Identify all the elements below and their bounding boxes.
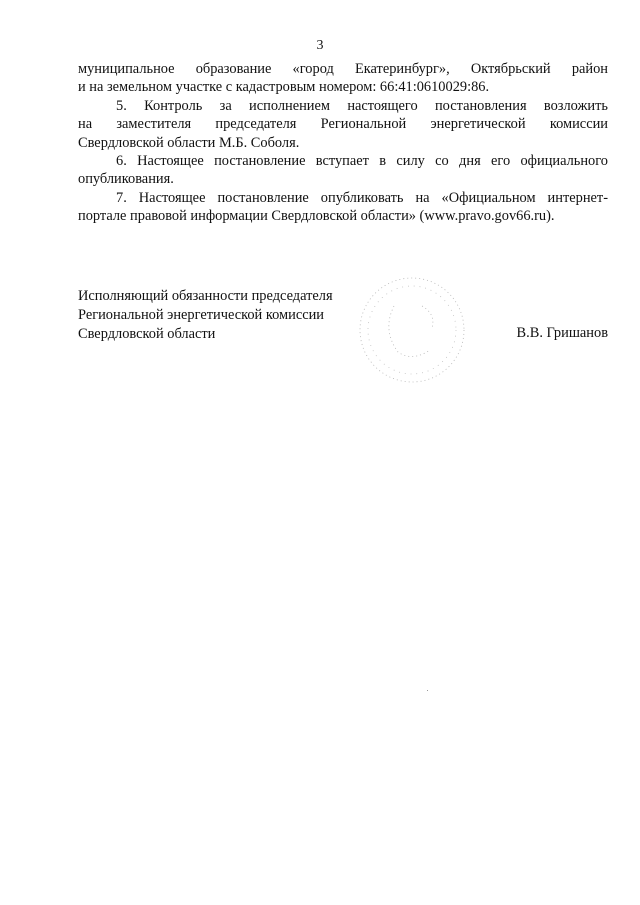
paragraph-5-line-3: Свердловской области М.Б. Соболя. bbox=[78, 134, 300, 151]
paragraph-4-line-2: и на земельном участке с кадастровым номером: 66:41:0610029:86. bbox=[78, 79, 490, 96]
paragraph-6-line-1: 6. Настоящее постановление вступает в силу со дня его официального bbox=[116, 153, 608, 170]
scan-speck bbox=[427, 690, 428, 691]
paragraph-7-line-2: портале правовой информации Свердловской области» (www.pravo.gov66.ru). bbox=[78, 208, 555, 225]
page-number: 3 bbox=[316, 38, 324, 53]
signatory-name: В.В. Гришанов bbox=[516, 325, 608, 341]
paragraph-5-line-1: 5. Контроль за исполнением настоящего постановления возложить bbox=[116, 97, 608, 114]
signatory-position-line-2: Региональной энергетической комиссии bbox=[78, 306, 324, 323]
faint-stamp-mark bbox=[352, 266, 474, 392]
paragraph-6-line-2: опубликования. bbox=[78, 171, 174, 188]
paragraph-4-line-1: муниципальное образование «город Екатеринбург», Октябрьский район bbox=[78, 61, 608, 77]
signatory-position bbox=[78, 287, 333, 343]
signatory-position-line-1: Исполняющий обязанности председателя bbox=[78, 288, 333, 304]
body-text bbox=[78, 60, 608, 226]
signatory-position-line-3: Свердловской области bbox=[78, 325, 216, 342]
paragraph-7-line-1: 7. Настоящее постановление опубликовать на «Официальном интернет- bbox=[116, 189, 608, 206]
paragraph-5-line-2: на заместителя председателя Региональной энергетической комиссии bbox=[78, 116, 608, 133]
